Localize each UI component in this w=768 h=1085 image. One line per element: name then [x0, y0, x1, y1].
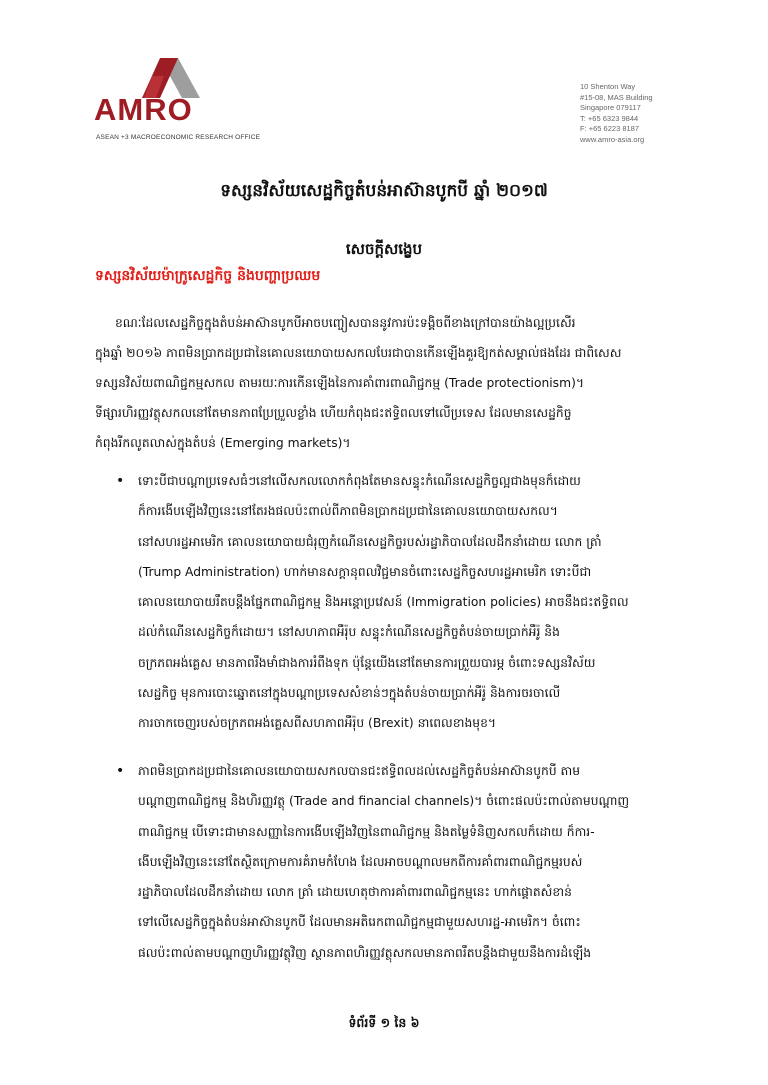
bullet-line: ទៅលើសេដ្ឋកិច្ចក្នុងតំបន់អាស៊ានបូកបី ដែលមានអតិរេកពាណិជ្ជកម្មជាមួយសហរដ្ឋ-អាមេរិក។ ចំពោះ: [138, 915, 581, 930]
bullet-line: នៅសហរដ្ឋអាមេរិក គោលនយោបាយជំរុញកំណើនសេដ្ឋកិច្ចរបស់រដ្ឋាភិបាលដែលដឹកនាំដោយ លោក ត្រាំ: [138, 534, 602, 549]
bullet-line: (Trump Administration) ហាក់មានសក្តានុពលវិជ្ជមានចំពោះសេដ្ឋកិច្ចសហរដ្ឋអាមេរិក ទោះបីជា: [138, 564, 592, 579]
bullet-text: [138, 466, 673, 739]
document-title: ទស្សនវិស័យសេដ្ឋកិច្ចតំបន់អាស៊ានបូកបី ឆ្នាំ ២០១៧: [220, 181, 548, 201]
bullet-line: រដ្ឋាភិបាលដែលដឹកនាំដោយ លោក ត្រាំ ដោយហេតុថាការគាំពារពាណិជ្ជកម្មនេះ ហាក់ផ្តោតសំខាន់: [138, 885, 572, 900]
bullet-line: សេដ្ឋកិច្ច មុនការបោះឆ្នោតនៅក្នុងបណ្តាប្រទេសសំខាន់ៗក្នុងតំបន់ចាយប្រាក់អឺរ៉ូ និងការចរចាលើ: [138, 686, 561, 701]
address-line: #15-08, MAS Building: [580, 92, 653, 102]
summary-heading: សេចក្តីសង្ខេប: [345, 240, 423, 258]
bullet-line: ដល់កំណើនសេដ្ឋកិច្ចក៏ដោយ។ នៅសហភាពអឺរ៉ុប សន្ទុះកំណើនសេដ្ឋកិច្ចតំបន់ចាយប្រាក់អឺរ៉ូ និង: [138, 625, 560, 640]
address-line: 10 Shenton Way: [580, 82, 636, 91]
paragraph-line: កំពុងរីកលូតលាស់ក្នុងតំបន់ (Emerging markets)។: [95, 436, 351, 450]
bullet-line: គោលនយោបាយរឹតបន្តឹងផ្នែកពាណិជ្ជកម្ម និងអន្តោប្រវេសន៍ (Immigration policies) អាចនឹងជះឥទ្ធិពល: [138, 595, 629, 610]
bullet-dot-icon: •: [116, 763, 125, 779]
intro-paragraph: [95, 308, 673, 458]
bullet-line: ភាពមិនប្រាកដប្រជានៃគោលនយោបាយសកលបានជះឥទ្ធិពលដល់សេដ្ឋកិច្ចតំបន់អាស៊ានបូកបី តាម: [138, 764, 581, 778]
phone-line: T: +65 6323 9844: [580, 113, 639, 123]
bullet-item: [95, 466, 673, 739]
logo-subtitle: ASEAN +3 MACROECONOMIC RESEARCH OFFICE: [96, 134, 261, 141]
fax-line: F: +65 6223 8187: [580, 124, 640, 134]
bullet-line: ចក្រភពអង់គ្លេស មានភាពរឹងមាំជាងការរំពឹងទុក ប៉ុន្តែយើងនៅតែមានការព្រួយបារម្ភ ចំពោះទស្សនវិស័យ: [138, 655, 596, 670]
bullet-line: ងើបឡើងវិញនេះនៅតែស្ថិតក្រោមការគំរាមកំហែង ដែលអាចបណ្តាលមកពីការគាំពារពាណិជ្ជកម្មរបស់: [138, 854, 583, 869]
bullet-line: ទោះបីជាបណ្តាប្រទេសធំៗនៅលើសកលលោកកំពុងតែមានសន្ទុះកំណើនសេដ្ឋកិច្ចល្អជាងមុនក៏ដោយ: [138, 474, 581, 488]
bullet-dot-icon: •: [116, 473, 125, 489]
bullet-text: [138, 756, 673, 968]
address-line: Singapore 079117: [580, 103, 641, 113]
paragraph-line: ទីផ្សារហិរញ្ញវត្ថុសកលនៅតែមានភាពប្រែប្រួលខ្លាំង ហើយកំពុងជះឥទ្ធិពលទៅលើប្រទេស ដែលមានសេដ្ឋកិច្ច: [95, 406, 572, 420]
paragraph-line: ខណៈដែលសេដ្ឋកិច្ចក្នុងតំបន់អាស៊ានបូកបីអាចបញ្ចៀសបាននូវការប៉ះទង្គិចពីខាងក្រៅបានយ៉ាងល្អប្រសើរ: [115, 316, 576, 330]
bullet-line: ការចាកចេញរបស់ចក្រភពអង់គ្លេសពីសហភាពអឺរ៉ុប (Brexit) នាពេលខាងមុខ។: [138, 716, 496, 731]
bullet-line: ក៏ការងើបឡើងវិញនេះនៅតែរងផលប៉ះពាល់ពីភាពមិនប្រាកដប្រជានៃគោលនយោបាយសកល។: [138, 504, 558, 519]
bullet-line: បណ្តាញពាណិជ្ជកម្ម និងហិរញ្ញវត្ថុ (Trade and financial channels)។ ចំពោះផលប៉ះពាល់តាមបណ្តាញ: [138, 794, 630, 809]
bullet-line: ផលប៉ះពាល់តាមបណ្តាញហិរញ្ញវត្ថុវិញ ស្ថានភាពហិរញ្ញវត្ថុសកលមានភាពរឹតបន្តឹងជាមួយនឹងការដំឡើង: [138, 945, 592, 960]
address-block: [580, 82, 653, 146]
bullet-item: [95, 756, 673, 968]
section-heading: ទស្សនវិស័យម៉ាក្រូសេដ្ឋកិច្ច និងបញ្ហាប្រឈម: [95, 268, 321, 284]
website-line: www.amro-asia.org: [580, 134, 645, 144]
logo-text: AMRO: [94, 92, 193, 127]
amro-logo: [94, 58, 261, 158]
paragraph-line: ក្នុងឆ្នាំ ២០១៦ ភាពមិនប្រាកដប្រជានៃគោលនយោបាយសកលបែរជាបានកើនឡើងគួរឱ្យកត់សម្គាល់ផងដែរ ជាពិសេស: [95, 346, 622, 360]
bullet-line: ពាណិជ្ជកម្ម បើទោះជាមានសញ្ញានៃការងើបឡើងវិញនៃពាណិជ្ជកម្ម និងតម្លៃទំនិញសកលក៏ដោយ ក៏ការ-: [138, 824, 595, 839]
page-number: ទំព័រទី ១ នៃ ៦: [348, 1015, 420, 1030]
paragraph-line: ទស្សនវិស័យពាណិជ្ជកម្មសកល តាមរយៈការកើនឡើងនៃការគាំពារពាណិជ្ជកម្ម (Trade protectionism)។: [95, 376, 584, 390]
